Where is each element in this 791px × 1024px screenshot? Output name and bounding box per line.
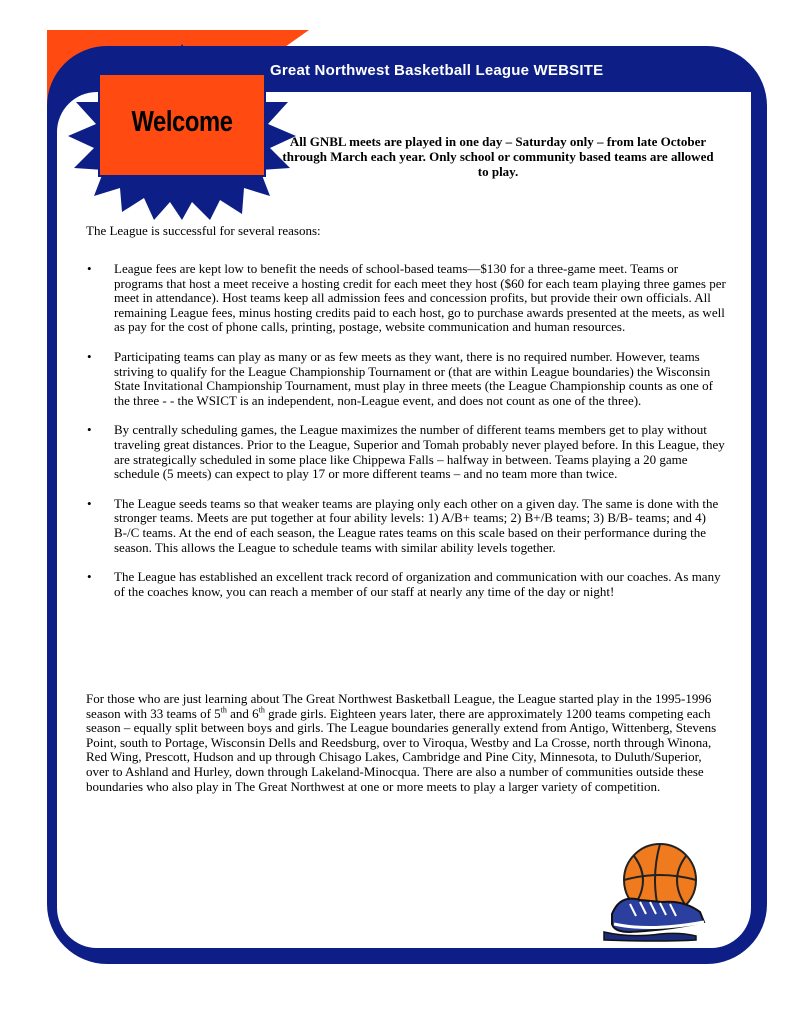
ordinal-suffix: th [258,705,265,715]
list-item-text: League fees are kept low to benefit the needs of school-based teams—$130 for a three-game meet. Teams or programs that host a meet receive a hosting credit for each meet they host ($60 for each team playing three games per meet in attendance). Host teams keep all admission fees and concession profits, but provide their own officials. All remaining League fees, minus hosting credits paid to each host, go to purchase awards presented at the meets, as well as pay for the cost of phone calls, printing, postage, website communication and human resources. [114,261,726,335]
bullet-icon: • [87,261,92,276]
basketball-and-sneakers-icon [600,842,710,942]
bullet-icon: • [87,495,92,511]
list-item-text: By centrally scheduling games, the League maximizes the number of different teams members get to play without traveling great distances. Prior to the League, Superior and Tomah probably never played before. In this League, they are strategically scheduled in some place like Chippewa Falls – halfway in between. Teams playing a 20 game schedule (5 meets) can expect to play 17 or more different teams – and no team more than twice. [114,422,725,482]
bullet-icon: • [87,348,92,364]
bullet-icon: • [87,569,92,585]
list-item [86,570,726,599]
closing-text-3: grade girls. Eighteen years later, there are approximately 1200 teams competing each season – equally split between boys and girls. The League boundaries generally extend from Antigo, Wittenberg, Stevens Point, south to Portage, Wisconsin Dells and Reedsburg, over to Viroqua, Westby and La Crosse, north through Winona, Red Wing, Prescott, Hudson and up through Chisago Lakes, Cambridge and Pine City, Minnesota, to Duluth/Superior, over to Ashland and Hurley, down through Lakeland-Minocqua. There are also a number of communities outside these boundaries who also play in The Great Northwest at one or more meets to play a larger variety of competition. [86,705,717,794]
list-item-text: Participating teams can play as many or as few meets as they want, there is no required number. However, teams striving to qualify for the League Championship Tournament or (that are within League boundaries) the Wisconsin State Invitational Championship Tournament, must play in three meets (the League Championship counts as one of the three - - the WSICT is an independent, non-League event, and does not count as one of the three). [114,348,713,408]
list-item-text: The League seeds teams so that weaker teams are playing only each other on a given day. The same is done with the stronger teams. Meets are put together at four ability levels: 1) A/B+ teams; 2) B+/B teams; 3) B/B- teams; and 4) B-/C teams. At the end of each season, the League rates teams on this scale based on their performance during the season. This allows the League to schedule teams with similar ability levels together. [114,495,719,555]
closing-text-1: For those who are just learning about The Great Northwest Basketball League, the League started play in the 1995-1996 season with 33 teams of 5 [86,691,712,721]
lead-sentence: The League is successful for several reasons: [86,223,321,238]
list-item-text: The League has established an excellent track record of organization and communication with our coaches. As many of the coaches know, you can reach a member of our staff at nearly any time of the day or night! [114,569,721,599]
list-item [86,423,726,481]
list-item [86,350,726,408]
closing-paragraph [86,692,726,794]
list-item [86,262,726,335]
site-title: Great Northwest Basketball League WEBSITE [270,62,604,79]
intro-statement: All GNBL meets are played in one day – Saturday only – from late October through March each year. Only school or community based teams are allowed to play. [282,134,714,179]
list-item [86,497,726,555]
closing-text-2: and 6 [226,705,259,721]
reasons-list [86,262,726,599]
welcome-badge-label: Welcome [131,106,233,138]
bullet-icon: • [87,422,92,438]
ordinal-suffix: th [220,705,227,715]
